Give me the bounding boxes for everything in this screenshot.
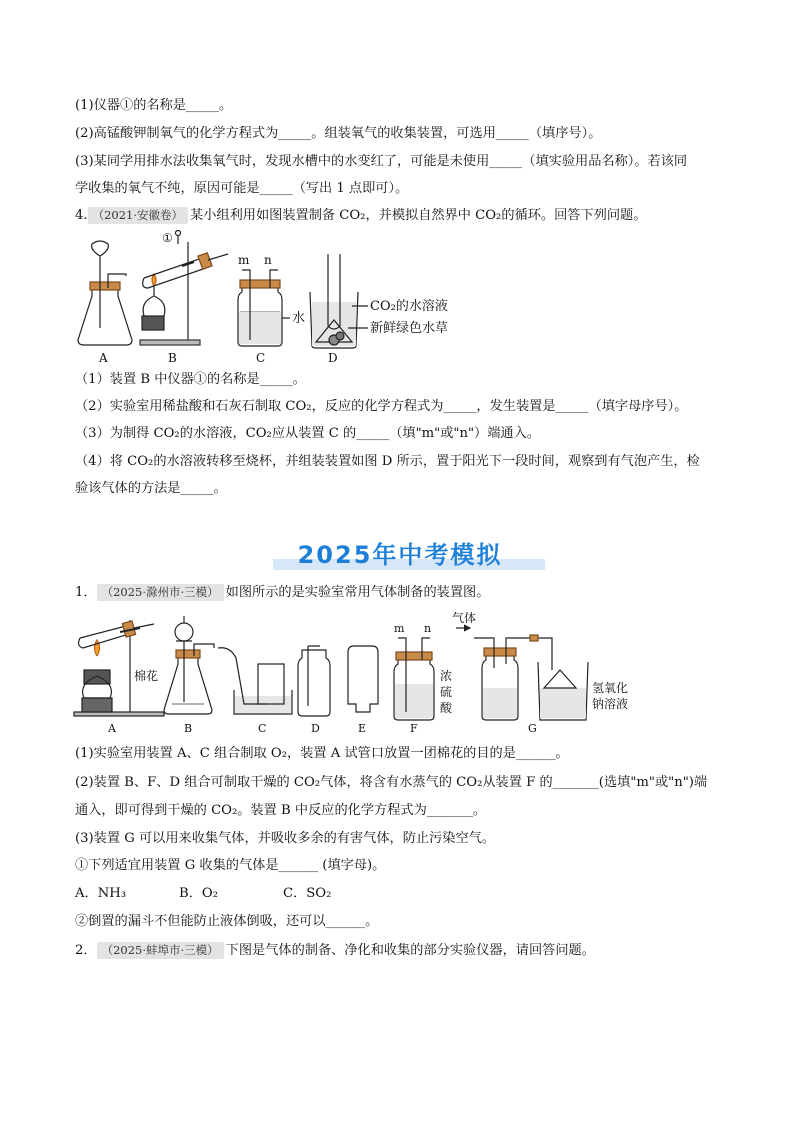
alcohol-lamp [143, 296, 165, 316]
question-line: 验该气体的方法是_____。 [75, 481, 227, 496]
label-plant: 新鲜绿色水草 [370, 321, 449, 336]
label-acid-1: 浓 [440, 669, 453, 683]
answer-options [75, 884, 331, 904]
figure-label-c: C [258, 722, 267, 735]
banner-title: 2025年中考模拟 [297, 541, 503, 569]
label-acid-2: 硫 [440, 685, 453, 699]
sim-question-1-heading [75, 583, 489, 603]
figure-label-e: E [358, 722, 367, 735]
figure-label-a: A [108, 722, 116, 735]
question-line: (1)实验室用装置 A、C 组合制取 O₂，装置 A 试管口放置一团棉花的目的是______。 [75, 746, 569, 761]
sim-question-2-heading [75, 941, 595, 961]
figure-label-d: D [311, 722, 320, 735]
question-line: （3）为制得 CO₂的水溶液，CO₂应从装置 C 的_____（填"m"或"n"）端通入。 [75, 426, 540, 441]
test-tube-a [79, 626, 129, 648]
figure-label-b: B [168, 351, 177, 365]
option-b: B．O₂ [179, 886, 218, 901]
label-m: m [238, 253, 250, 267]
question-line: （1）装置 B 中仪器①的名称是_____。 [75, 372, 306, 387]
gas-bottle-d [298, 650, 330, 716]
figure-label-b: B [184, 722, 193, 735]
question-number: 4. [75, 208, 88, 223]
option-a: A．NH₃ [75, 886, 127, 901]
question-line: (2)装置 B、F、D 组合可制取干燥的 CO₂气体，将含有水蒸气的 CO₂从装置 F 的_______(选填"m"或"n")端 [75, 775, 708, 790]
question-4-apparatus-figure [70, 230, 470, 370]
label-naoh-1: 氢氧化 [592, 681, 629, 695]
label-n: n [264, 253, 272, 267]
question-number: 1． [75, 585, 97, 600]
figure-label-a: A [99, 351, 108, 365]
label-cotton: 棉花 [134, 669, 159, 683]
figure-label-d: D [328, 351, 338, 365]
question-intro: 如图所示的是实验室常用气体制备的装置图。 [225, 585, 490, 600]
question-line: (3)装置 G 可以用来收集气体，并吸收多余的有害气体，防止污染空气。 [75, 831, 496, 846]
label-water: 水 [292, 311, 306, 326]
gas-bottle-e [348, 646, 378, 712]
option-c: C．SO₂ [283, 886, 332, 901]
question-line: （4）将 CO₂的水溶液转移至烧杯，并组装装置如图 D 所示，置于阳光下一段时间，观察到有气泡产生，检 [75, 454, 700, 469]
source-tag: （2021·安徽卷） [88, 207, 188, 224]
figure-label-c: C [256, 351, 266, 365]
label-solution: CO₂的水溶液 [370, 299, 448, 314]
question-intro: 下图是气体的制备、净化和收集的部分实验仪器，请回答问题。 [225, 943, 595, 958]
label-acid-3: 酸 [440, 701, 453, 715]
question-line: (2)高锰酸钾制氧气的化学方程式为_____。组装氧气的收集装置，可选用_____（填序号）。 [75, 126, 602, 141]
circle-label: ① [162, 231, 173, 245]
section-banner [255, 533, 545, 573]
conical-flask-a [78, 288, 132, 345]
separatory-funnel [175, 623, 193, 641]
source-tag: （2025·滁州市·三模） [97, 584, 224, 601]
question-line: (3)某同学用排水法收集氧气时，发现水槽中的水变红了，可能是未使用_____（填实验用品名称）。若该同 [75, 154, 688, 169]
question-number: 2． [75, 943, 97, 958]
question-4-heading [75, 206, 646, 226]
question-line: 通入，即可得到干燥的 CO₂。装置 B 中反应的化学方程式为_______。 [75, 803, 487, 818]
sim-question-1-apparatus-figure [68, 608, 668, 738]
label-naoh-2: 钠溶液 [592, 697, 629, 711]
question-line: （2）实验室用稀盐酸和石灰石制取 CO₂，反应的化学方程式为_____，发生装置是_____（填字母序号）。 [75, 399, 688, 414]
question-intro: 某小组利用如图装置制备 CO₂，并模拟自然界中 CO₂的循环。回答下列问题。 [190, 208, 647, 223]
question-line: ①下列适宜用装置 G 收集的气体是______ (填字母)。 [75, 858, 386, 873]
figure-label-g: G [528, 722, 537, 735]
label-n: n [424, 622, 432, 635]
question-line: 学收集的氧气不纯，原因可能是_____（写出 1 点即可）。 [75, 181, 409, 196]
label-m: m [394, 622, 405, 635]
label-gas: 气体 [452, 611, 477, 625]
source-tag: （2025·蚌埠市·三模） [97, 942, 224, 959]
question-line: ②倒置的漏斗不但能防止液体倒吸，还可以______。 [75, 914, 379, 929]
figure-label-f: F [410, 722, 418, 735]
conical-flask-b [164, 656, 212, 714]
question-line: (1)仪器①的名称是_____。 [75, 98, 233, 113]
